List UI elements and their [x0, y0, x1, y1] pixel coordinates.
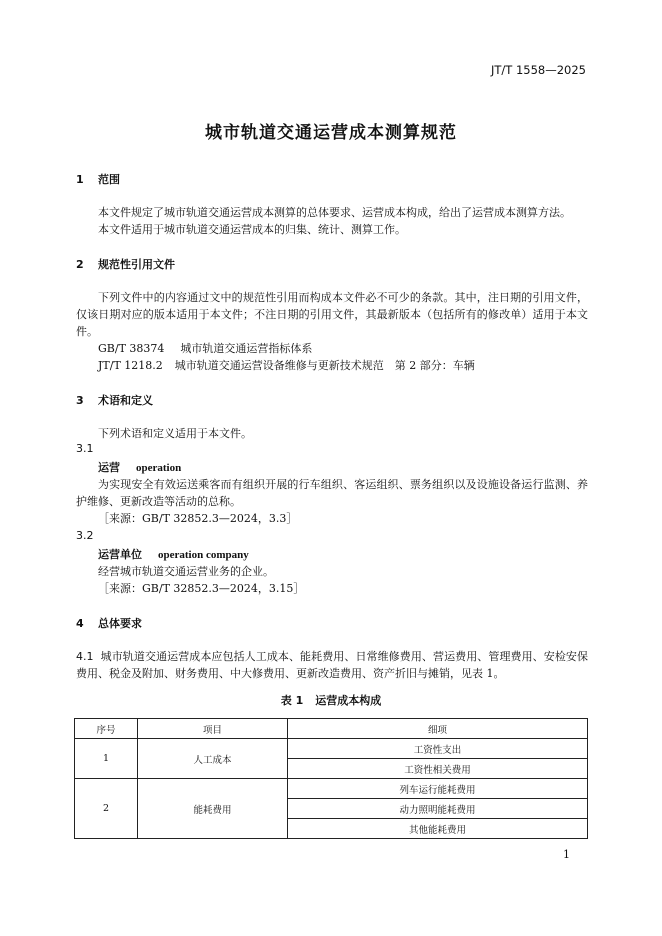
row-detail: 动力照明能耗费用 [288, 799, 588, 819]
definitions-intro: 下列术语和定义适用于本文件。 [98, 427, 252, 440]
header-index: 序号 [75, 719, 138, 739]
table-caption-title: 运营成本构成 [315, 694, 382, 707]
section-number: 4 [76, 617, 84, 630]
page-number: 1 [563, 848, 570, 861]
row-detail: 列车运行能耗费用 [288, 779, 588, 799]
section-number: 1 [76, 173, 84, 186]
row-item: 人工成本 [138, 739, 288, 779]
cost-composition-table [74, 718, 588, 839]
term-source: ［来源：GB/T 32852.3—2024，3.3］ [98, 512, 298, 525]
table-row [75, 779, 588, 799]
row-detail: 其他能耗费用 [288, 819, 588, 839]
section-heading-1 [76, 171, 120, 187]
term-zh: 运营单位 [98, 548, 142, 561]
term-heading [98, 459, 181, 475]
term-source: ［来源：GB/T 32852.3—2024，3.15］ [98, 582, 305, 595]
row-index: 2 [75, 779, 138, 839]
reference-code: GB/T 38374 [98, 342, 165, 355]
header-detail: 细项 [288, 719, 588, 739]
row-detail: 工资性支出 [288, 739, 588, 759]
document-title: 城市轨道交通运营成本测算规范 [205, 123, 457, 143]
term-en: operation company [158, 549, 249, 561]
term-number: 3.1 [76, 442, 94, 455]
paragraph: 下列文件中的内容通过文中的规范性引用而构成本文件必不可少的条款。其中，注日期的引用文件，仅该日期对应的版本适用于本文件；不注日期的引用文件，其最新版本（包括所有的修改单）适用于本文件。 [76, 291, 588, 338]
section-title: 规范性引用文件 [98, 258, 175, 271]
clause-number: 4.1 [76, 650, 94, 663]
section-heading-4 [76, 615, 142, 631]
clause-paragraph [76, 648, 588, 682]
term-definition: 为实现安全有效运送乘客而有组织开展的行车组织、客运组织、票务组织以及设施设备运行监测、养护维修、更新改造等活动的总称。 [76, 478, 588, 508]
section-number: 3 [76, 394, 84, 407]
reference-name: 城市轨道交通运营指标体系 [180, 342, 313, 355]
term-en: operation [136, 462, 182, 474]
section-heading-2 [76, 256, 175, 272]
table-header-row [75, 719, 588, 739]
reference-item [98, 357, 475, 374]
reference-item [98, 340, 312, 357]
section-title: 术语和定义 [98, 394, 153, 407]
reference-name: 城市轨道交通运营设备维修与更新技术规范 第 2 部分：车辆 [174, 359, 475, 372]
reference-code: JT/T 1218.2 [98, 359, 163, 372]
clause-text: 城市轨道交通运营成本应包括人工成本、能耗费用、日常维修费用、营运费用、管理费用、安检安保费用、税金及附加、财务费用、中大修费用、更新改造费用、资产折旧与摊销，见表 1。 [76, 650, 588, 680]
section-heading-3 [76, 392, 153, 408]
paragraph: 本文件规定了城市轨道交通运营成本测算的总体要求、运营成本构成，给出了运营成本测算方法。 [98, 206, 571, 219]
paragraph: 本文件适用于城市轨道交通运营成本的归集、统计、测算工作。 [98, 223, 406, 236]
table-row [75, 739, 588, 759]
table-caption [0, 692, 662, 708]
standard-code: JT/T 1558—2025 [490, 63, 586, 77]
term-zh: 运营 [98, 461, 120, 474]
term-heading [98, 546, 249, 562]
row-index: 1 [75, 739, 138, 779]
section-number: 2 [76, 258, 84, 271]
section-title: 范围 [98, 173, 120, 186]
term-definition: 经营城市轨道交通运营业务的企业。 [98, 565, 274, 578]
section-title: 总体要求 [98, 617, 142, 630]
header-item: 项目 [138, 719, 288, 739]
table-caption-number: 表 1 [280, 694, 304, 707]
row-item: 能耗费用 [138, 779, 288, 839]
row-detail: 工资性相关费用 [288, 759, 588, 779]
term-number: 3.2 [76, 529, 94, 542]
